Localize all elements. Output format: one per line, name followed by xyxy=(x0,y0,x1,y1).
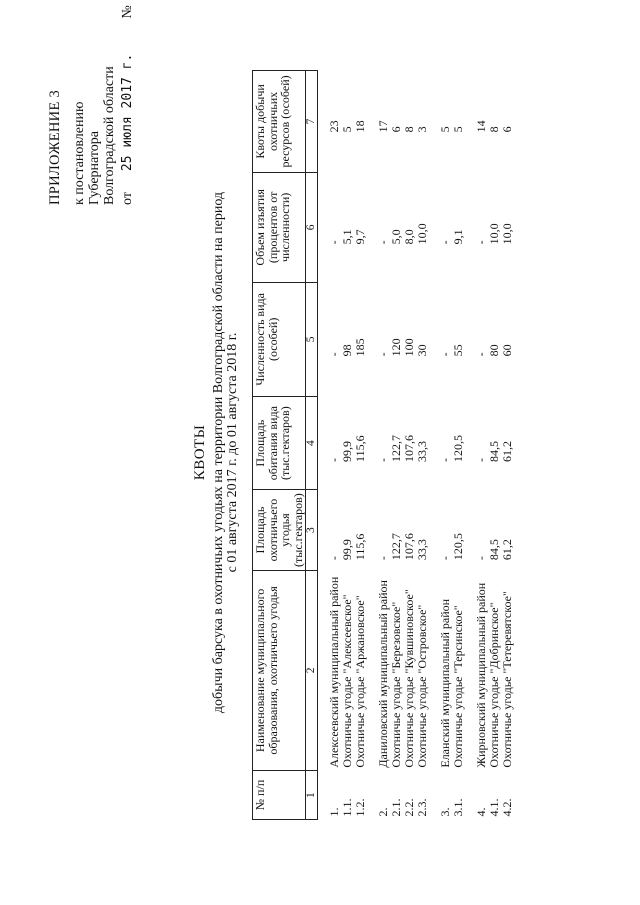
removal-volume-value: - xyxy=(474,240,488,245)
hunting-area-value: 107,6 xyxy=(402,533,416,561)
table-row xyxy=(501,71,514,820)
document-title: КВОТЫ xyxy=(192,424,208,481)
row-name: Охотничье угодье "Алексеевское" xyxy=(340,594,354,768)
table-row xyxy=(452,71,465,820)
quota-value: 14 xyxy=(474,120,488,133)
header-cell-number: № п/п xyxy=(253,771,306,820)
appendix-title: ПРИЛОЖЕНИЕ 3 xyxy=(47,89,63,205)
quota-value: 3 xyxy=(415,126,429,133)
row-name: Жирновский муниципальный район xyxy=(474,582,488,768)
quota-value: 6 xyxy=(500,126,514,133)
row-name: Охотничье угодье "Островское" xyxy=(415,604,429,768)
quota-value: 5 xyxy=(340,126,354,133)
document-subtitle xyxy=(212,0,240,905)
header-cell-removal-volume: Объем изъятия (процентов от численности) xyxy=(253,172,306,282)
habitat-area-value: 33,3 xyxy=(415,440,429,462)
decree-line: к постановлению xyxy=(72,101,87,205)
population-value: 100 xyxy=(402,338,416,357)
population-value: 80 xyxy=(487,344,501,357)
population-value: - xyxy=(474,352,488,357)
decree-reference xyxy=(72,66,117,205)
population-value: 55 xyxy=(451,344,465,357)
habitat-area-value: - xyxy=(376,457,390,462)
habitat-area-value: - xyxy=(474,457,488,462)
column-number: 7 xyxy=(306,71,318,173)
column-number: 6 xyxy=(306,172,318,282)
hunting-area-value: 122,7 xyxy=(389,533,403,561)
table-row xyxy=(416,71,429,820)
hunting-area-value: - xyxy=(474,556,488,561)
column-number: 3 xyxy=(306,490,318,570)
hunting-area-value: 115,6 xyxy=(353,533,367,561)
removal-volume-value: 9,1 xyxy=(451,229,465,245)
population-value: 120 xyxy=(389,338,403,357)
table-header-row xyxy=(253,71,306,820)
removal-volume-value: - xyxy=(327,240,341,245)
row-number: 1. xyxy=(327,807,341,817)
quota-value: 8 xyxy=(487,126,501,133)
removal-volume-value: 5,0 xyxy=(389,229,403,245)
row-number: 4.1. xyxy=(487,798,501,817)
habitat-area-value: 122,7 xyxy=(389,434,403,462)
row-name: Даниловский муниципальный район xyxy=(376,580,390,768)
habitat-area-value: 99,9 xyxy=(340,440,354,462)
quota-value: 5 xyxy=(451,126,465,133)
quota-value: 17 xyxy=(376,120,390,133)
decree-date: 25 июля 2017 г. xyxy=(120,53,135,172)
row-name: Охотничье угодье "Добринское" xyxy=(487,602,501,768)
row-number: 2.1. xyxy=(389,798,403,817)
row-number: 2.3. xyxy=(415,798,429,817)
population-value: 30 xyxy=(415,344,429,357)
habitat-area-value: 115,6 xyxy=(353,435,367,462)
hunting-area-value: 99,9 xyxy=(340,539,354,561)
header-cell-population: Численность вида (особей) xyxy=(253,282,306,396)
habitat-area-value: - xyxy=(438,457,452,462)
quota-value: 8 xyxy=(402,126,416,133)
row-number: 3. xyxy=(438,807,452,817)
column-number-row xyxy=(306,71,318,820)
table-row xyxy=(354,71,367,820)
habitat-area-value: 120,5 xyxy=(451,434,465,462)
quota-value: 23 xyxy=(327,120,341,133)
row-name: Охотничье угодье "Кувшиновское" xyxy=(402,589,416,768)
header-cell-name: Наименование муниципального образования, охотничьего угодья xyxy=(253,570,306,770)
subtitle-line: добычи барсука в охотничьих угодьях на территории Волгоградской области на период xyxy=(211,191,226,714)
row-number: 3.1. xyxy=(451,798,465,817)
habitat-area-value: - xyxy=(327,457,341,462)
header-cell-hunting-area: Площадь охотничьего угодья (тыс.гектаров) xyxy=(253,490,306,570)
removal-volume-value: 10,0 xyxy=(487,223,501,245)
removal-volume-value: - xyxy=(376,240,390,245)
header-cell-habitat-area: Площадь обитания вида (тыс.гектаров) xyxy=(253,396,306,490)
row-name: Охотничье угодье "Терсинское" xyxy=(451,605,465,768)
habitat-area-value: 107,6 xyxy=(402,434,416,462)
quota-value: 6 xyxy=(389,126,403,133)
date-prefix: от xyxy=(120,192,135,205)
habitat-area-value: 61,2 xyxy=(500,440,514,462)
hunting-area-value: 84,5 xyxy=(487,539,501,561)
table-body xyxy=(318,71,515,820)
decree-line: Волгоградской области xyxy=(102,66,117,205)
row-number: 2. xyxy=(376,807,390,817)
hunting-area-value: 33,3 xyxy=(415,539,429,561)
row-name: Охотничье угодье "Аржановское" xyxy=(353,595,367,768)
population-value: - xyxy=(438,352,452,357)
quota-value: 18 xyxy=(353,120,367,133)
population-value: - xyxy=(376,352,390,357)
habitat-area-value: 84,5 xyxy=(487,440,501,462)
row-number: 2.2. xyxy=(402,798,416,817)
quotas-table xyxy=(252,70,514,820)
removal-volume-value: 9,7 xyxy=(353,229,367,245)
hunting-area-value: 120,5 xyxy=(451,533,465,561)
column-number: 2 xyxy=(306,570,318,770)
hunting-area-value: 61,2 xyxy=(500,539,514,561)
row-name: Алексеевский муниципальный район xyxy=(327,576,341,768)
column-number: 4 xyxy=(306,396,318,490)
row-name: Еланский муниципальный район xyxy=(438,598,452,768)
hunting-area-value: - xyxy=(376,556,390,561)
quota-value: 5 xyxy=(438,126,452,133)
row-number: 1.2. xyxy=(353,798,367,817)
header-cell-quota: Квоты добычи охотничьих ресурсов (особей) xyxy=(253,71,306,173)
row-number: 1.1. xyxy=(340,798,354,817)
decree-line: Губернатора xyxy=(87,130,102,205)
subtitle-line: с 01 августа 2017 г. до 01 августа 2018 г. xyxy=(225,332,240,573)
column-number: 5 xyxy=(306,282,318,396)
removal-volume-value: 8,0 xyxy=(402,229,416,245)
row-number: 4. xyxy=(474,807,488,817)
population-value: 185 xyxy=(353,338,367,357)
row-number: 4.2. xyxy=(500,798,514,817)
decree-date-line xyxy=(120,0,135,205)
hunting-area-value: - xyxy=(327,556,341,561)
removal-volume-value: - xyxy=(438,240,452,245)
population-value: - xyxy=(327,352,341,357)
removal-volume-value: 10,0 xyxy=(500,223,514,245)
hunting-area-value: - xyxy=(438,556,452,561)
population-value: 98 xyxy=(340,344,354,357)
row-name: Охотничье угодье "Березовское" xyxy=(389,601,403,768)
removal-volume-value: 5,1 xyxy=(340,229,354,245)
row-name: Охотничье угодье "Тетеревятское" xyxy=(500,591,514,768)
column-number: 1 xyxy=(306,771,318,820)
number-label: № xyxy=(120,5,135,19)
population-value: 60 xyxy=(500,344,514,357)
removal-volume-value: 10,0 xyxy=(415,223,429,245)
